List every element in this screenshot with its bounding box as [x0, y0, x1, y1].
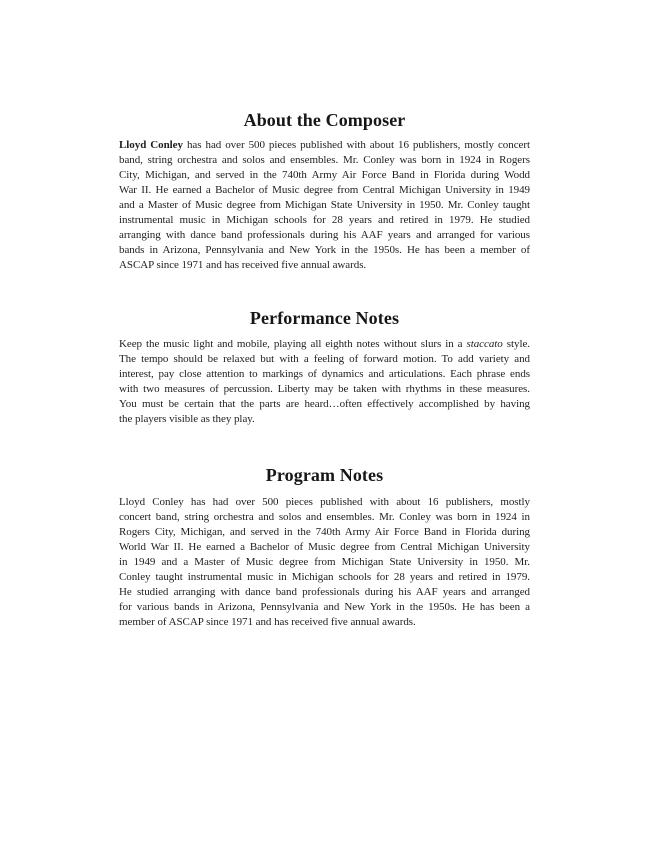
text-line: The tempo should be relaxed but with a feeling of forward motion. To add variety and: [119, 353, 530, 365]
text-line: City, Michigan, and served in the 740th Army Air Force Band in Florida during Wodd: [119, 169, 530, 181]
text-line: arranging with dance band professionals during his AAF years and arranged for various: [119, 229, 530, 241]
text-line: and a Master of Music degree from Michigan State University in 1950. Mr. Conley taught: [119, 199, 530, 211]
composer-name-bold: Lloyd Conley: [119, 139, 183, 151]
text-line: interest, pay close attention to markings of dynamics and articulations. Each phrase ends: [119, 368, 530, 380]
text-line: Rogers City, Michigan, and served in the 740th Army Air Force Band in Florida during: [119, 526, 530, 538]
text-line: in 1949 and a Master of Music degree from Michigan State University in 1950. Mr.: [119, 556, 530, 568]
text-run: style.: [502, 338, 530, 350]
text-line: for various bands in Arizona, Pennsylvania and New York in the 1950s. He has been a: [119, 601, 530, 613]
text-line: member of ASCAP since 1971 and has received five annual awards.: [119, 616, 416, 628]
text-run: has had over 500 pieces published with about 16 publishers, mostly concert: [182, 139, 530, 151]
text-line: World War II. He earned a Bachelor of Music degree from Central Michigan University: [119, 541, 530, 553]
text-line: War II. He earned a Bachelor of Music degree from Central Michigan University in 1949: [119, 184, 530, 196]
text-line: with two measures of percussion. Liberty may be taken with rhythms in these measures.: [119, 383, 530, 395]
text-line: [119, 337, 530, 352]
text-run: Keep the music light and mobile, playing all eighth notes without slurs in a: [119, 338, 467, 350]
text-line: bands in Arizona, Pennsylvania and New York in the 1950s. He has been a member of: [119, 244, 530, 256]
about-the-composer-heading: About the Composer: [243, 110, 406, 130]
text-line: concert band, string orchestra and solos and ensembles. Mr. Conley was born in 1924 in: [119, 511, 530, 523]
program-notes-heading: Program Notes: [265, 465, 384, 485]
performance-notes-heading: Performance Notes: [249, 308, 400, 328]
staccato-italic: staccato: [466, 338, 503, 350]
section-performance-notes: [119, 307, 530, 427]
text-line: You must be certain that the parts are heard…often effectively accomplished by having: [119, 398, 530, 410]
about-the-composer-paragraph: [119, 138, 530, 273]
section-about-the-composer: [119, 109, 530, 273]
program-notes-paragraph: [119, 495, 530, 630]
text-line: instrumental music in Michigan schools for 28 years and retired in 1979. He studied: [119, 214, 530, 226]
text-line: [119, 138, 530, 153]
performance-notes-paragraph: [119, 337, 530, 427]
text-line: Lloyd Conley has had over 500 pieces published with about 16 publishers, mostly: [119, 496, 530, 508]
text-line: the players visible as they play.: [119, 413, 255, 425]
text-line: He studied arranging with dance band professionals during his AAF years and arranged: [119, 586, 530, 598]
text-line: Conley taught instrumental music in Michigan schools for 28 years and retired in 1979.: [119, 571, 530, 583]
text-line: ASCAP since 1971 and has received five annual awards.: [119, 259, 367, 271]
text-line: band, string orchestra and solos and ensembles. Mr. Conley was born in 1924 in Rogers: [119, 154, 530, 166]
section-program-notes: [119, 464, 530, 630]
